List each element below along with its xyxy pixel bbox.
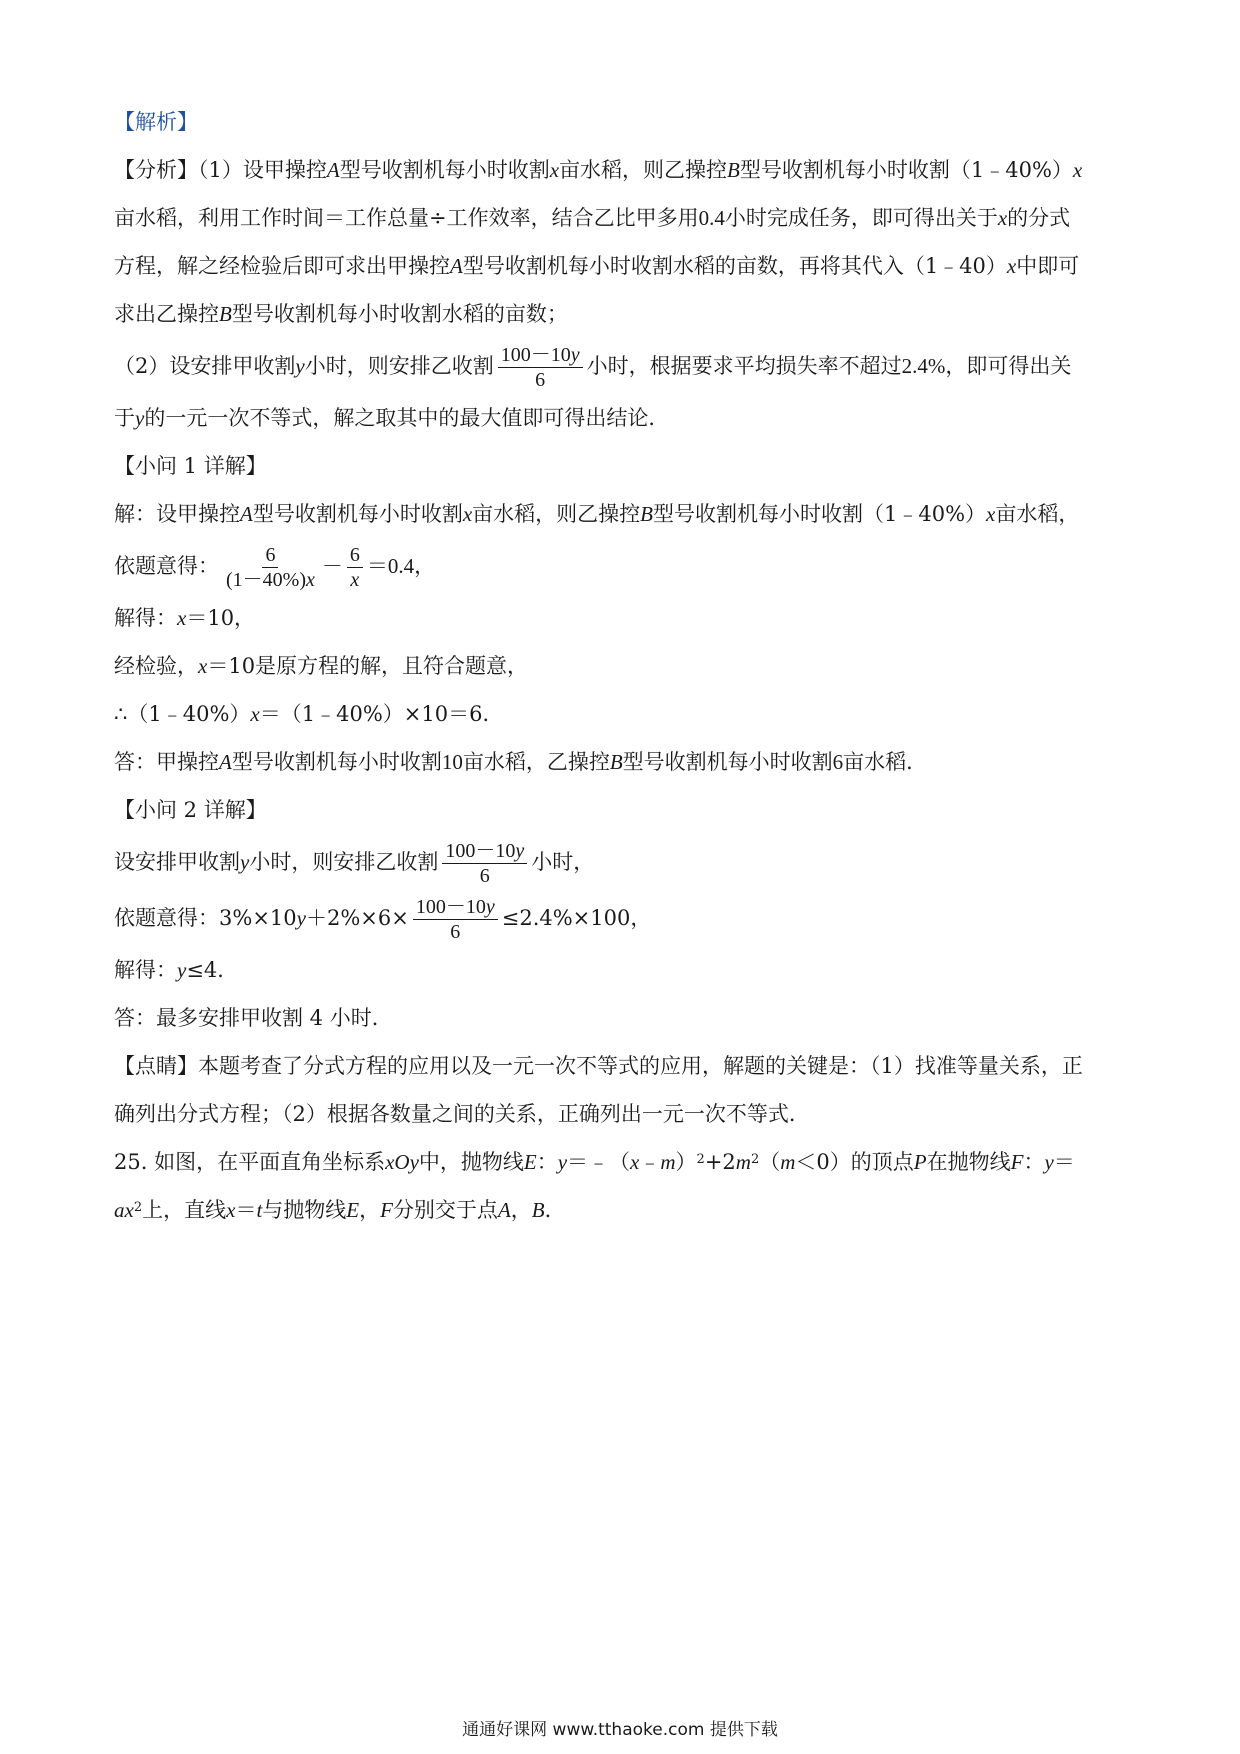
analysis-line-4: 求出乙操控B型号收割机每小时收割水稻的亩数； — [114, 302, 568, 326]
analysis-line-1: 【分析】（1）设甲操控A型号收割机每小时收割x亩水稻，则乙操控B型号收割机每小时收割（1﹣40%）x — [114, 158, 1083, 182]
part2-inequality: 依题意得：3%×10y＋2%×6× $\frac{100-10y}{6}$ ≤2.4%×100， — [114, 896, 652, 943]
page-footer: 通通好课网 www.tthaoke.com 提供下载 — [462, 1720, 778, 1740]
fraction: $\frac{100-10y}{6}$ — [442, 839, 527, 888]
part1-title: 【小问 1 详解】 — [114, 454, 267, 478]
question-25-line-2: $ax^2$上，直线x＝t与抛物线E，F分别交于点A，B． — [114, 1198, 566, 1222]
analysis-line-6: 于y的一元一次不等式，解之取其中的最大值即可得出结论． — [114, 406, 670, 430]
part2-answer: 答：最多安排甲收割 4 小时． — [114, 1006, 393, 1030]
part2-line-1: 设安排甲收割y小时，则安排乙收割 $\frac{100-10y}{6}$ 小时， — [114, 840, 595, 887]
part1-line-5: ∴（1﹣40%）x＝（1﹣40%）×10＝6． — [114, 702, 504, 726]
fraction: $\frac{6}{(1-40\%)x}$ — [226, 544, 315, 591]
part2-title: 【小问 2 详解】 — [114, 798, 267, 822]
part1-line-1: 解：设甲操控A型号收割机每小时收割x亩水稻，则乙操控B型号收割机每小时收割（1﹣40%）x亩水稻， — [114, 502, 1080, 526]
fraction: $\frac{100-10y}{6}$ — [498, 343, 583, 392]
analysis-line-5: （2）设安排甲收割y小时，则安排乙收割 $\frac{100-10y}{6}$ 小时，根据要求平均损失率不超过2.4%，即可得出关 — [114, 344, 1072, 391]
analysis-line-3: 方程，解之经检验后即可求出甲操控A型号收割机每小时收割水稻的亩数，再将其代入（1﹣40）x中即可 — [114, 254, 1080, 278]
part1-line-4: 经检验，x＝10是原方程的解，且符合题意， — [114, 654, 529, 678]
comment-line-2: 确列出分式方程；（2）根据各数量之间的关系，正确列出一元一次不等式． — [114, 1102, 810, 1126]
question-25-line-1: 25. 如图，在平面直角坐标系xOy中，抛物线E：$y=﹣(x﹣m)^2+2m^2(m<0)$的顶点P在抛物线F：y＝ — [114, 1150, 1075, 1174]
analysis-line-2: 亩水稻，利用工作时间＝工作总量÷工作效率，结合乙比甲多用0.4小时完成任务，即可得出关于x的分式 — [114, 206, 1071, 230]
solution-heading: 【解析】 — [114, 110, 198, 134]
fraction: $\frac{100-10y}{6}$ — [413, 895, 498, 944]
part1-line-3: 解得：x＝10， — [114, 606, 256, 630]
part2-line-3: 解得：y≤4． — [114, 958, 239, 982]
comment-line-1: 【点睛】本题考查了分式方程的应用以及一元一次不等式的应用，解题的关键是：（1）找准等量关系，正 — [114, 1054, 1083, 1078]
fraction: $\frac{6}{x}$ — [347, 543, 363, 592]
part1-answer: 答：甲操控A型号收割机每小时收割10亩水稻，乙操控B型号收割机每小时收割6亩水稻． — [114, 750, 928, 774]
page-content — [114, 98, 1126, 1234]
part1-equation: 依题意得： $\frac{6}{(1-40\%)x}$ － $\frac{6}{x}$ ＝0.4， — [114, 544, 436, 591]
